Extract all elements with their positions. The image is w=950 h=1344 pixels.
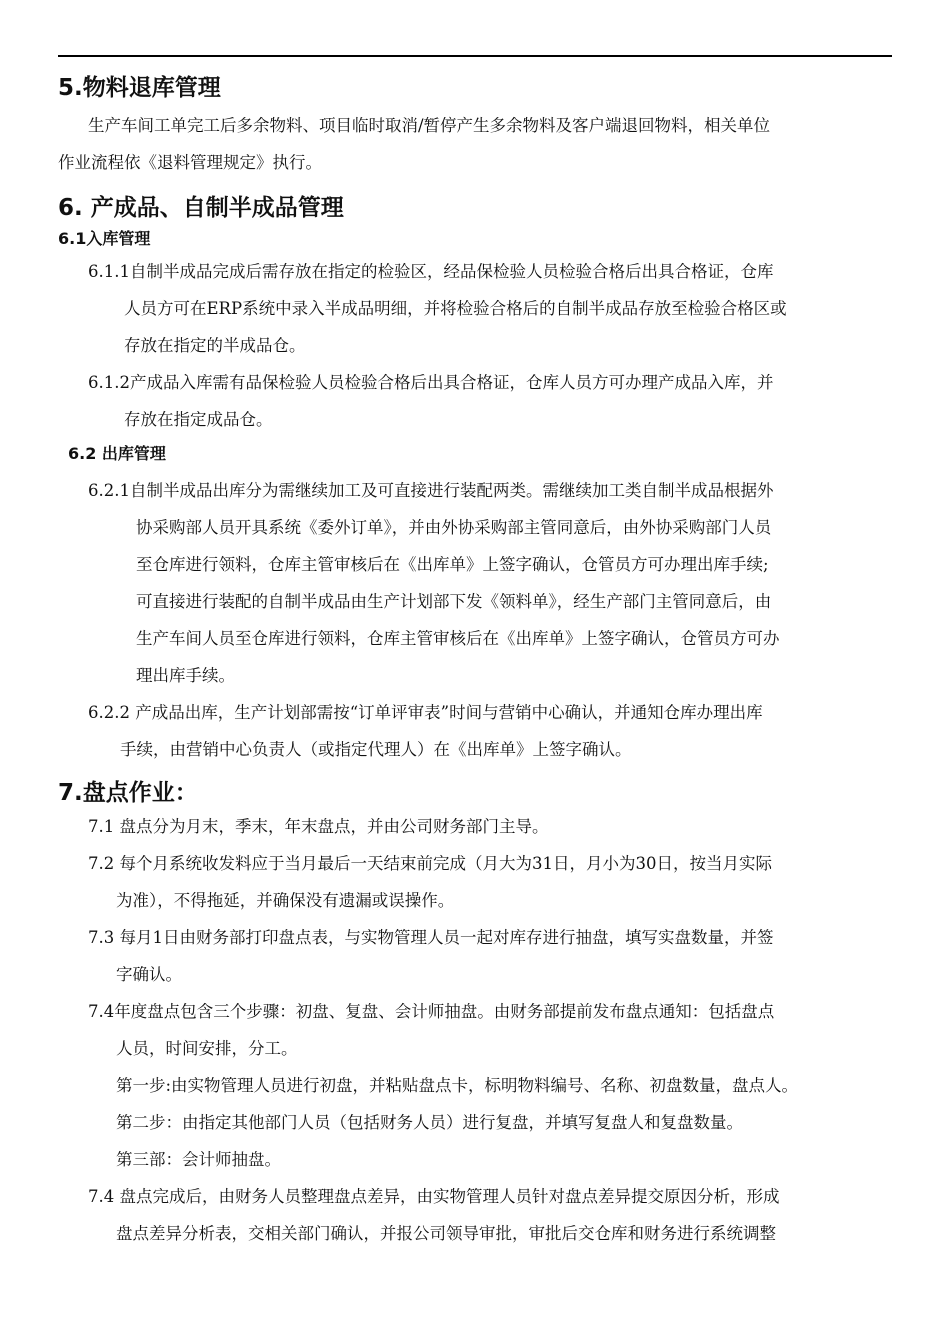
item-7-4-step-1: 第一步:由实物管理人员进行初盘，并粘贴盘点卡，标明物料编号、名称、初盘数量，盘点人。 xyxy=(116,1076,799,1095)
item-6-2-1-line-2: 协采购部人员开具系统《委外订单》，并由外协采购部主管同意后，由外协采购部门人员 xyxy=(136,518,772,537)
section-5-title: 5.物料退库管理 xyxy=(58,75,221,101)
item-text: 自制半成品出库分为需继续加工及可直接进行装配两类。需继续加工类自制半成品根据外 xyxy=(129,481,774,500)
item-7-4-line-2: 人员，时间安排，分工。 xyxy=(116,1039,298,1058)
item-7-2-line-2: 为准），不得拖延，并确保没有遗漏或误操作。 xyxy=(116,891,455,910)
item-text: 产成品入库需有品保检验人员检验合格后出具合格证，仓库人员方可办理产成品入库，并 xyxy=(129,373,774,392)
item-number: 7.3 xyxy=(88,928,115,947)
item-6-2-1-line-5: 生产车间人员至仓库进行领料，仓库主管审核后在《出库单》上签字确认，仓管员方可办 xyxy=(136,629,780,648)
item-number: 7.4 xyxy=(88,1187,115,1206)
item-text: 盘点完成后，由财务人员整理盘点差异，由实物管理人员针对盘点差异提交原因分析，形成 xyxy=(114,1187,780,1206)
item-6-1-2-line-2: 存放在指定成品仓。 xyxy=(124,410,273,429)
item-7-4 xyxy=(88,993,898,1030)
section-6-2-title: 6.2 出库管理 xyxy=(68,444,166,463)
item-6-2-1-line-6: 理出库手续。 xyxy=(136,666,235,685)
item-7-5-line-2: 盘点差异分析表，交相关部门确认，并报公司领导审批，审批后交仓库和财务进行系统调整 xyxy=(116,1224,776,1243)
header-rule xyxy=(58,55,892,57)
item-number: 7.4 xyxy=(88,1002,115,1021)
section-6-1-title: 6.1入库管理 xyxy=(58,229,151,248)
item-6-1-1 xyxy=(88,253,898,290)
item-7-3 xyxy=(88,919,898,956)
item-text: 自制半成品完成后需存放在指定的检验区，经品保检验人员检验合格后出具合格证，仓库 xyxy=(129,262,774,281)
item-7-2 xyxy=(88,845,898,882)
document-page xyxy=(58,70,898,1252)
item-number: 7.2 xyxy=(88,854,115,873)
item-number: 6.2.2 xyxy=(88,703,130,722)
section-7-title: 7.盘点作业： xyxy=(58,780,198,806)
item-text: 每个月系统收发料应于当月最后一天结束前完成（月大为31日，月小为30日，按当月实际 xyxy=(114,854,772,873)
section-5-body-line-1: 生产车间工单完工后多余物料、项目临时取消/暂停产生多余物料及客户端退回物料，相关单位 xyxy=(88,116,771,135)
item-number: 6.1.2 xyxy=(88,373,130,392)
item-number: 6.1.1 xyxy=(88,262,130,281)
item-6-2-2 xyxy=(88,694,898,731)
item-6-2-1 xyxy=(88,472,898,509)
section-5-body-line-2: 作业流程依《退料管理规定》执行。 xyxy=(58,153,322,172)
item-6-1-1-line-2: 人员方可在ERP系统中录入半成品明细，并将检验合格后的自制半成品存放至检验合格区或 xyxy=(124,299,787,318)
item-6-2-2-line-2: 手续，由营销中心负责人（或指定代理人）在《出库单》上签字确认。 xyxy=(120,740,632,759)
item-text: 产成品出库，生产计划部需按“订单评审表”时间与营销中心确认，并通知仓库办理出库 xyxy=(129,703,763,722)
item-number: 6.2.1 xyxy=(88,481,130,500)
section-6-title: 6. 产成品、自制半成品管理 xyxy=(58,195,344,221)
item-6-1-1-line-3: 存放在指定的半成品仓。 xyxy=(124,336,306,355)
item-7-5 xyxy=(88,1178,898,1215)
item-7-1 xyxy=(88,808,898,845)
item-6-2-1-line-3: 至仓库进行领料，仓库主管审核后在《出库单》上签字确认，仓管员方可办理出库手续; xyxy=(136,555,769,574)
item-6-1-2 xyxy=(88,364,898,401)
item-number: 7.1 xyxy=(88,817,115,836)
item-7-4-step-3: 第三部：会计师抽盘。 xyxy=(116,1150,281,1169)
item-7-3-line-2: 字确认。 xyxy=(116,965,182,984)
item-text: 每月1日由财务部打印盘点表，与实物管理人员一起对库存进行抽盘，填写实盘数量，并签 xyxy=(114,928,774,947)
item-text: 年度盘点包含三个步骤：初盘、复盘、会计师抽盘。由财务部提前发布盘点通知：包括盘点 xyxy=(114,1002,775,1021)
item-7-4-step-2: 第二步：由指定其他部门人员（包括财务人员）进行复盘，并填写复盘人和复盘数量。 xyxy=(116,1113,743,1132)
item-6-2-1-line-4: 可直接进行装配的自制半成品由生产计划部下发《领料单》，经生产部门主管同意后，由 xyxy=(136,592,772,611)
item-text: 盘点分为月末，季末，年末盘点，并由公司财务部门主导。 xyxy=(114,817,549,836)
